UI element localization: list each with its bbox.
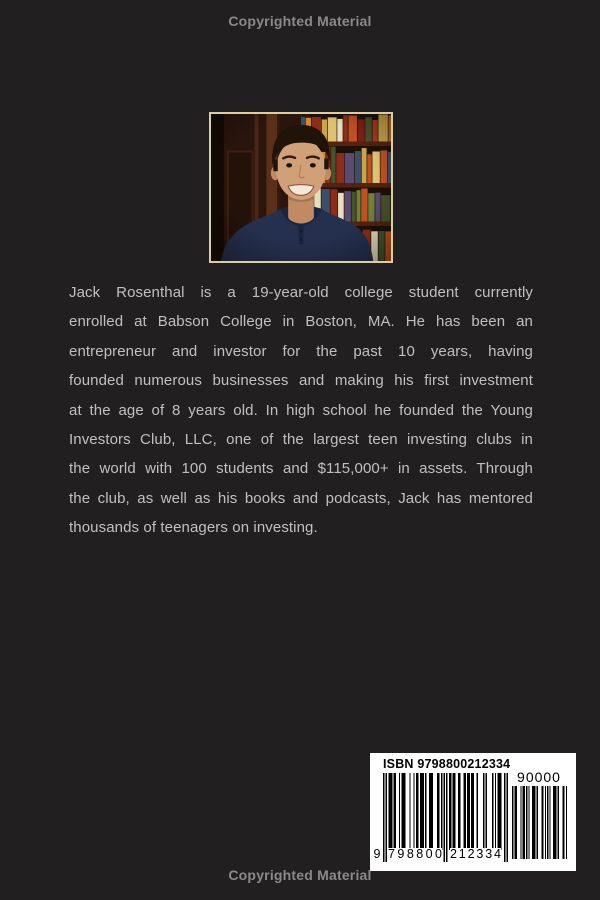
- barcode-digit-group-left: 7 9 8 8 0 0: [388, 847, 442, 861]
- author-bio-paragraph: [69, 278, 533, 543]
- barcode-digit-group-right: 2 1 2 3 3 4: [450, 847, 501, 861]
- author-photo: [209, 112, 393, 263]
- bio-line: the club, as well as his books and podcasts, Jack has mentored: [69, 489, 533, 507]
- bio-line: Investors Club, LLC, one of the largest teen investing clubs in: [69, 430, 533, 448]
- bio-line: the world with 100 students and $115,000+ in assets. Through: [69, 460, 533, 478]
- price-supplement-label: 90000: [517, 769, 561, 785]
- bio-line: enrolled at Babson College in Boston, MA. He has been an: [69, 313, 533, 331]
- bio-line: thousands of teenagers on investing.: [69, 519, 318, 537]
- bio-line: entrepreneur and investor for the past 10 years, having: [69, 342, 533, 360]
- barcode-panel: [370, 753, 576, 871]
- supplement-barcode: [511, 786, 567, 859]
- author-photo-graphic: [211, 114, 391, 261]
- barcode-digit-first: 9: [371, 848, 383, 862]
- vignette-overlay: [211, 114, 391, 261]
- bio-line: founded numerous businesses and making his first investment: [69, 372, 533, 390]
- copyright-watermark-top: Copyrighted Material: [228, 13, 372, 29]
- bio-line: Jack Rosenthal is a 19-year-old college student currently: [69, 284, 533, 301]
- isbn-label: ISBN 9798800212334: [383, 757, 511, 771]
- copyright-watermark-bottom: Copyrighted Material: [228, 867, 372, 883]
- bio-line: at the age of 8 years old. In high school he founded the Young: [69, 401, 533, 419]
